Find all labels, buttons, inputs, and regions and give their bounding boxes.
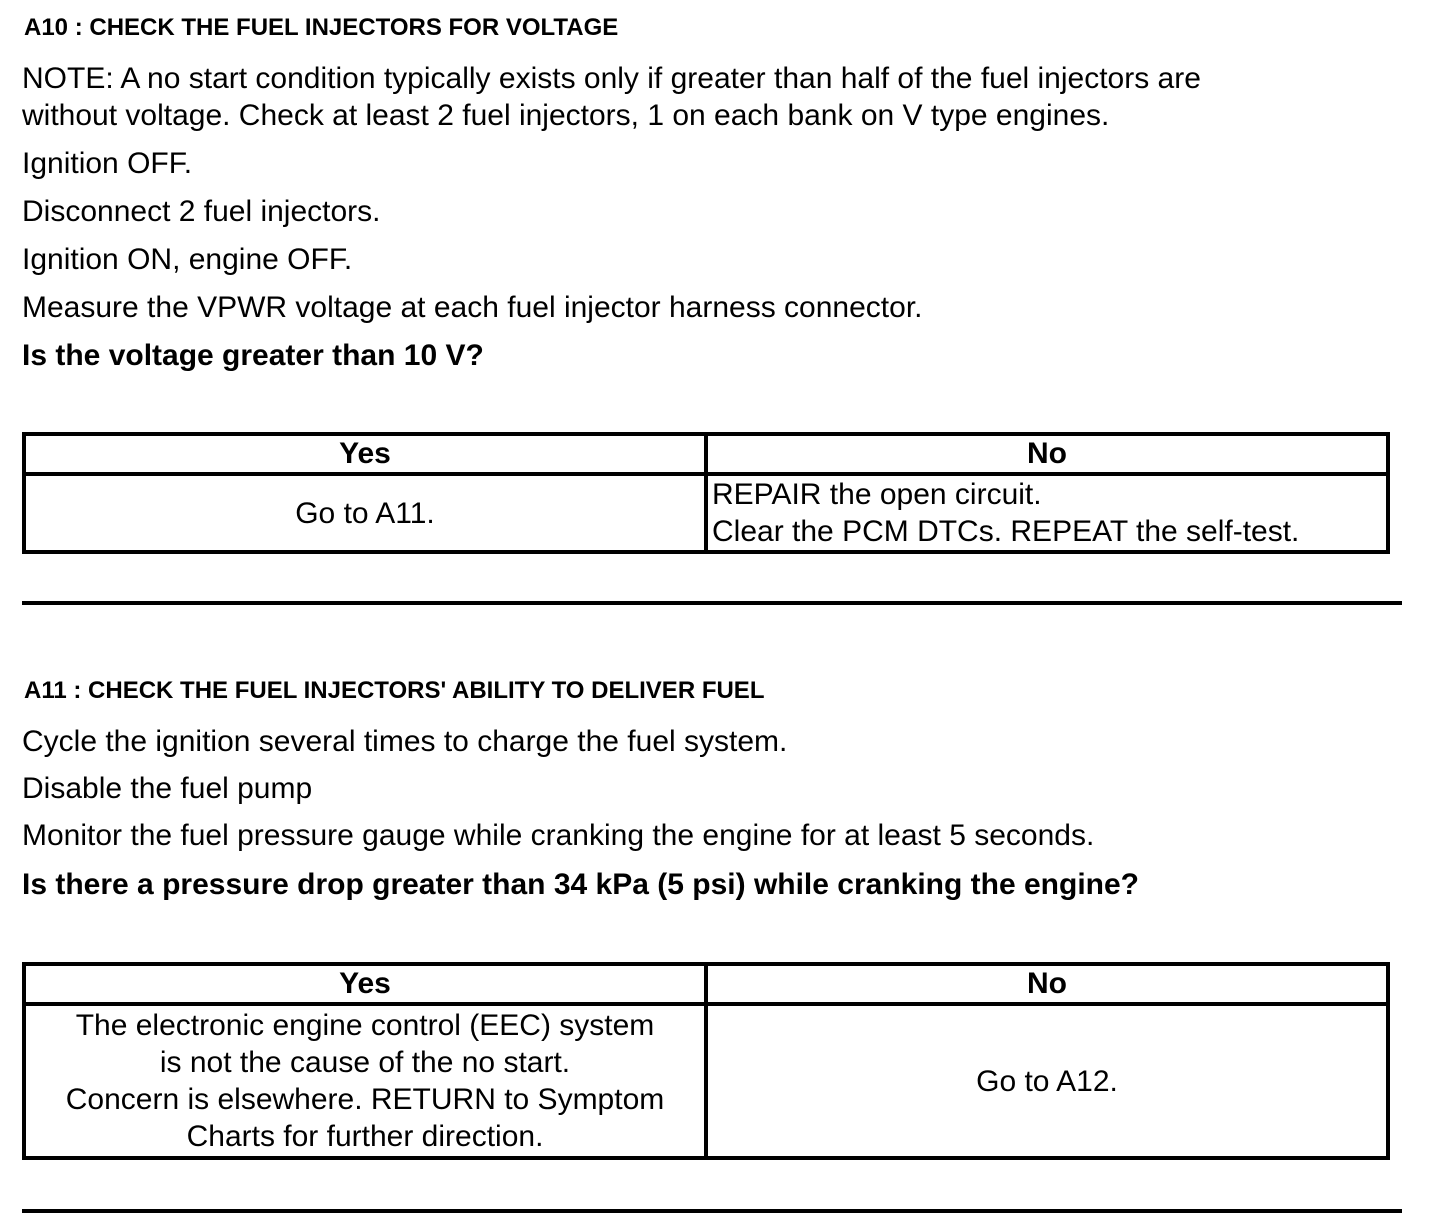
step-a10-yes-no-table	[22, 432, 1390, 554]
step-a11-instruction-cycle: Cycle the ignition several times to charge the fuel system.	[22, 725, 788, 758]
step-a10-instruction-disconnect: Disconnect 2 fuel injectors.	[22, 195, 381, 228]
yes-action-line: Charts for further direction.	[186, 1120, 544, 1153]
step-a10-heading: A10 : CHECK THE FUEL INJECTORS FOR VOLTAGE	[24, 14, 619, 41]
section-divider	[22, 601, 1402, 605]
yes-header: Yes	[24, 964, 706, 1004]
step-a10-question: Is the voltage greater than 10 V?	[22, 339, 484, 372]
no-action-line: Clear the PCM DTCs. REPEAT the self-test.	[712, 515, 1300, 548]
yes-action-line: Go to A11.	[295, 496, 435, 530]
step-a10-instruction-ignition-on: Ignition ON, engine OFF.	[22, 243, 353, 276]
no-action-cell	[706, 1004, 1388, 1158]
section-divider	[22, 1209, 1402, 1213]
step-a11-yes-no-table	[22, 962, 1390, 1160]
step-a11-heading: A11 : CHECK THE FUEL INJECTORS' ABILITY TO DELIVER FUEL	[24, 677, 765, 704]
step-a11-instruction-disable: Disable the fuel pump	[22, 772, 313, 805]
no-header: No	[706, 964, 1388, 1004]
yes-action-cell	[24, 474, 706, 552]
no-action-cell	[706, 474, 1388, 552]
yes-action-line: Concern is elsewhere. RETURN to Symptom	[65, 1083, 665, 1116]
no-action-line: REPAIR the open circuit.	[712, 478, 1042, 511]
yes-action-line: is not the cause of the no start.	[159, 1046, 571, 1079]
step-a10-instruction-measure: Measure the VPWR voltage at each fuel injector harness connector.	[22, 291, 923, 324]
yes-action-cell	[24, 1004, 706, 1158]
yes-action-line: The electronic engine control (EEC) system	[75, 1009, 655, 1042]
step-a11-instruction-monitor: Monitor the fuel pressure gauge while cranking the engine for at least 5 seconds.	[22, 819, 1095, 852]
step-a10-note-line-2: without voltage. Check at least 2 fuel injectors, 1 on each bank on V type engines.	[22, 99, 1110, 132]
step-a10-note-line-1: NOTE: A no start condition typically exists only if greater than half of the fuel injectors are	[22, 62, 1201, 95]
step-a10-instruction-ignition-off: Ignition OFF.	[22, 147, 193, 180]
step-a11-question: Is there a pressure drop greater than 34 kPa (5 psi) while cranking the engine?	[22, 868, 1140, 901]
no-action-line: Go to A12.	[976, 1064, 1118, 1098]
yes-header: Yes	[24, 434, 706, 474]
no-header: No	[706, 434, 1388, 474]
